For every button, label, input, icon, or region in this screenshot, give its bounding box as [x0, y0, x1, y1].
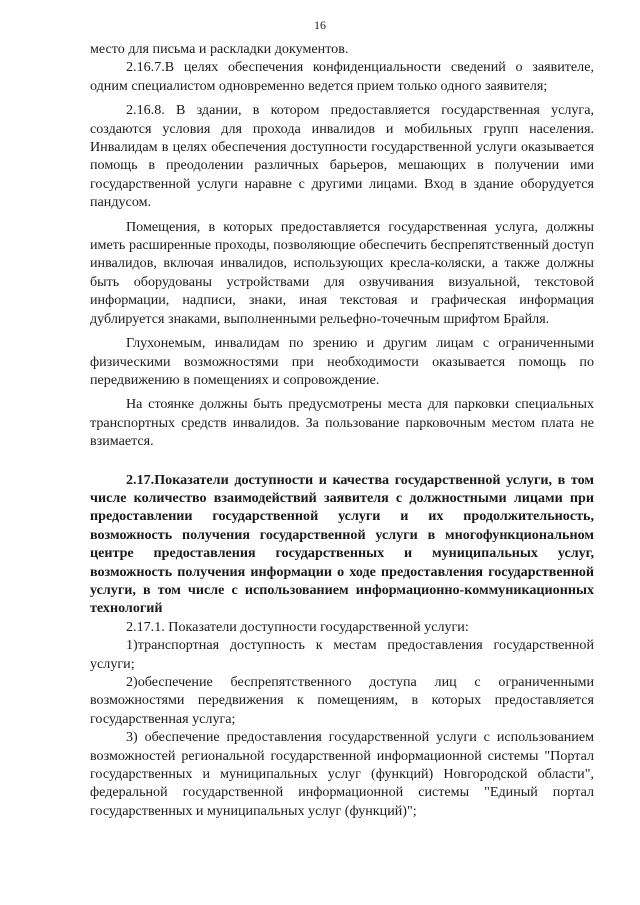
list-item-2: 2)обеспечение беспрепятственного доступа лиц с ограниченными возможностями передвижения к помещениям, в которых предоставляется государственная услуга;	[90, 674, 594, 727]
paragraph-continuation: место для письма и раскладки документов.	[90, 41, 349, 57]
document-body	[90, 40, 594, 820]
paragraph-parking: На стоянке должны быть предусмотрены места для парковки специальных транспортных средств инвалидов. За пользование парковочным местом плата не взимается.	[90, 396, 594, 450]
paragraph-2-16-7: 2.16.7.В целях обеспечения конфиденциальности сведений о заявителе, одним специалистом одновременно ведется прием только одного заявителя;	[90, 59, 594, 94]
page-number: 16	[314, 18, 326, 32]
paragraph-2-17-1: 2.17.1. Показатели доступности государственной услуги:	[126, 618, 469, 635]
list-item-3: 3) обеспечение предоставления государственной услуги с использованием возможностей региональной государственной информационной системы "Портал государственных и муниципальных услуг (функций) Новгородской области", федеральной государственной информационной системы "Единый портал государственных и муниципальных услуг (функций)";	[90, 729, 594, 819]
list-item-1: 1)транспортная доступность к местам предоставления государственной услуги;	[90, 637, 594, 672]
section-heading-2-17: 2.17.Показатели доступности и качества государственной услуги, в том числе количество взаимодействий заявителя с должностными лицами при предоставлении государственной услуги и их продолжительность, возможность получения государственной услуги в многофункциональном центре предоставления государственных и муниципальных услуг, возможность получения информации о ходе предоставления государственной услуги, в том числе с использованием информационно-коммуникационных технологий	[90, 471, 594, 617]
paragraph-2-16-8: 2.16.8. В здании, в котором предоставляется государственная услуга, создаются условия для прохода инвалидов и мобильных групп населения. Инвалидам в целях обеспечения доступности государственной услуги оказывается помощь в преодолении различных барьеров, мешающих в получении ими государственной услуги наравне с другими лицами. Вход в здание оборудуется пандусом.	[90, 102, 594, 211]
paragraph-premises: Помещения, в которых предоставляется государственная услуга, должны иметь расширенные проходы, позволяющие обеспечить беспрепятственный доступ инвалидов, включая инвалидов, использующих кресла-коляски, а также должны быть оборудованы устройствами для озвучивания визуальной, текстовой информации, надписи, знаки, иная текстовая и графическая информация дублируется знаками, выполненными рельефно-точечным шрифтом Брайля.	[90, 218, 594, 327]
paragraph-assistance: Глухонемым, инвалидам по зрению и другим лицам с ограниченными физическими возможностями при необходимости оказывается помощь по передвижению в помещениях и сопровождение.	[90, 335, 594, 388]
